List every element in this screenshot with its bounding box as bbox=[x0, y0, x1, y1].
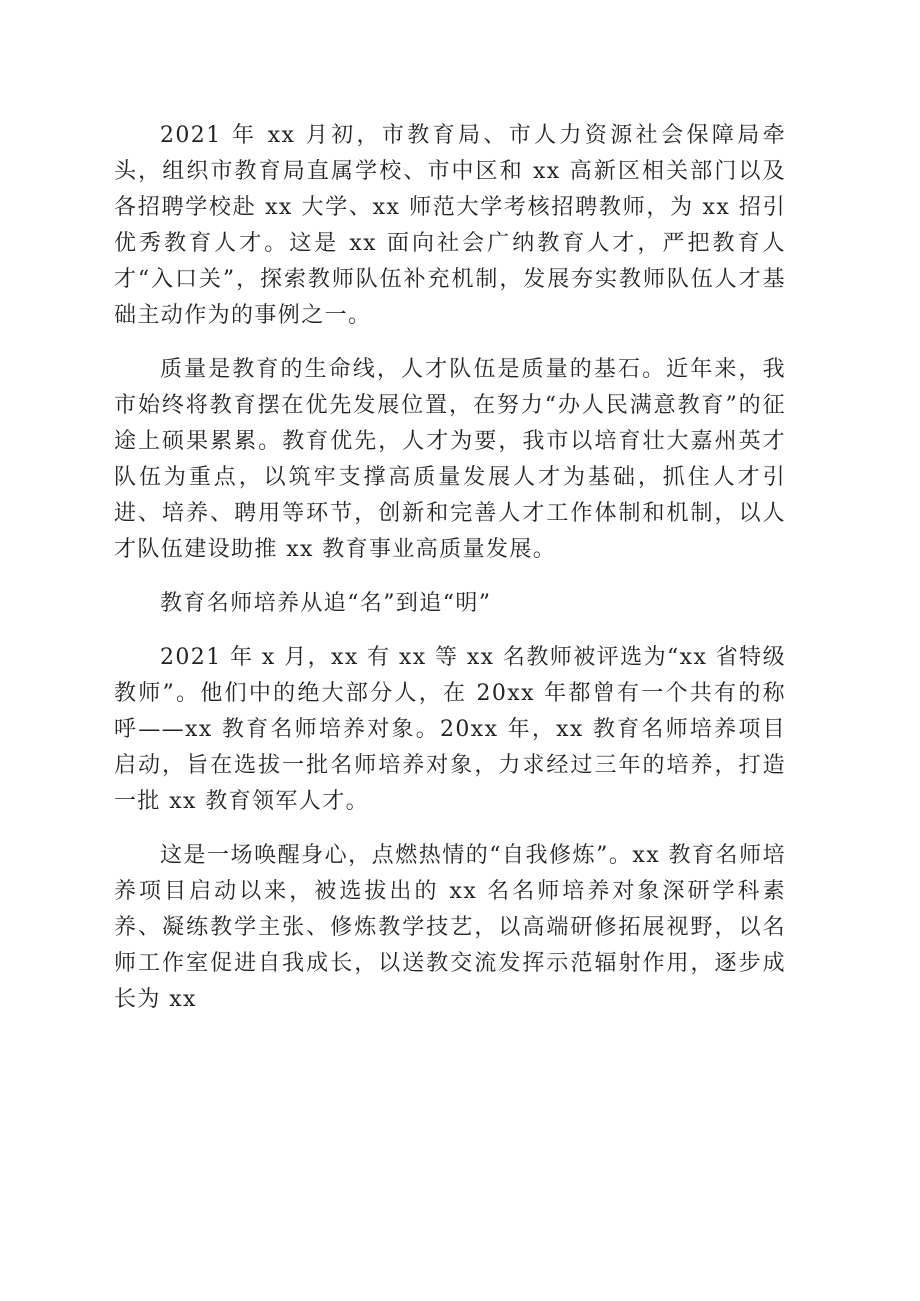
paragraph-recruitment: 2021 年 xx 月初，市教育局、市人力资源社会保障局牵头，组织市教育局直属学校、市中区和 xx 高新区相关部门以及各招聘学校赴 xx 大学、xx 师范大学考核招聘教师，为 xx 招引优秀教育人才。这是 xx 面向社会广纳教育人才，严把教育人才“入口关”，探索教师队伍补充机制，发展夯实教师队伍人才基础主动作为的事例之一。 bbox=[114, 123, 786, 328]
paragraph-quality: 质量是教育的生命线，人才队伍是质量的基石。近年来，我市始终将教育摆在优先发展位置，在努力“办人民满意教育”的征途上硕果累累。教育优先，人才为要，我市以培育壮大嘉州英才队伍为重点，以筑牢支撑高质量发展人才为基础，抓住人才引进、培养、聘用等环节，创新和完善人才工作体制和机制，以人才队伍建设助推 xx 教育事业高质量发展。 bbox=[114, 357, 786, 562]
section-heading: 教育名师培养从追“名”到追“明” bbox=[160, 591, 492, 616]
paragraph-self-cultivation: 这是一场唤醒身心，点燃热情的“自我修炼”。xx 教育名师培养项目启动以来，被选拔出的 xx 名名师培养对象深研学科素养、凝练教学主张、修炼教学技艺，以高端研修拓展视野，以名师工作室促进自我成长，以送教交流发挥示范辐射作用，逐步成长为 xx bbox=[114, 843, 786, 1012]
paragraph-special-teachers: 2021 年 x 月，xx 有 xx 等 xx 名教师被评选为“xx 省特级教师”。他们中的绝大部分人，在 20xx 年都曾有一个共有的称呼——xx 教育名师培养对象。20xx 年，xx 教育名师培养项目启动，旨在选拔一批名师培养对象，力求经过三年的培养，打造一批 xx 教育领军人才。 bbox=[114, 645, 786, 814]
document-body bbox=[114, 118, 786, 1036]
